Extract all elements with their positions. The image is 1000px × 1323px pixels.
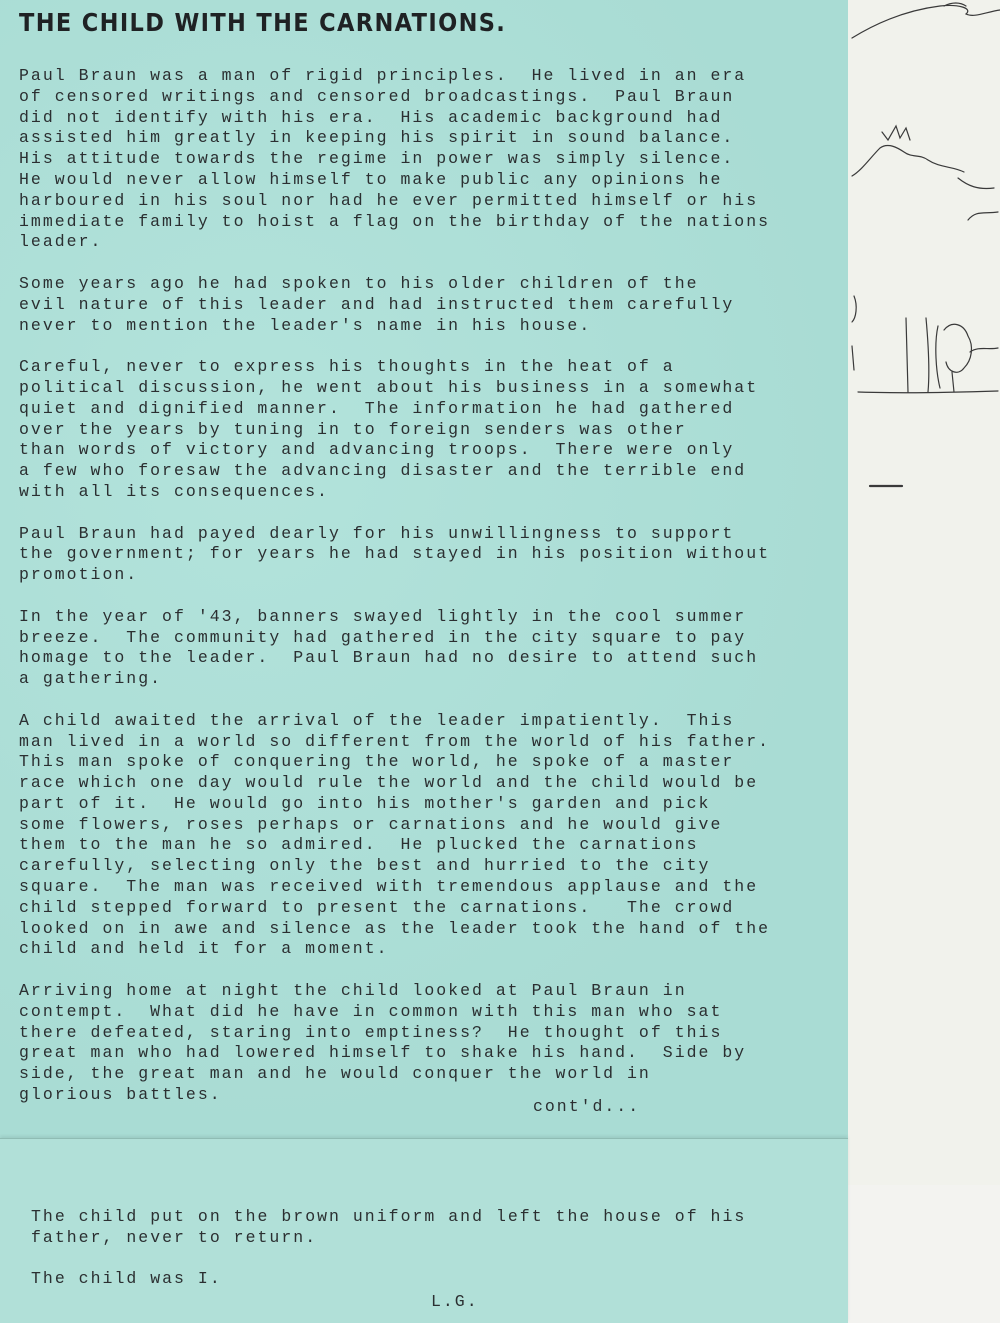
paragraph-4: Paul Braun had payed dearly for his unwillingness to support the government; for years he had stayed in his position without promotion. <box>19 523 771 585</box>
closing-paragraph-2: The child was I. <box>31 1269 222 1289</box>
paragraph-2: Some years ago he had spoken to his older children of the evil nature of this leader and had instructed them carefully never to mention the leader's name in his house. <box>19 273 735 335</box>
paragraph-3: Careful, never to express his thoughts in the heat of a political discussion, he went about his business in a somewhat quiet and dignified manner. The information he had gathered over the years by tuning in to foreign senders was other than words of victory and advancing troops. There were only a few who foresaw the advancing disaster and the terrible end with all its consequences. <box>19 357 759 501</box>
paragraph-7: Arriving home at night the child looked at Paul Braun in contempt. What did he have in common with this man who sat there defeated, staring into emptiness? He thought of this great man who had lowered himself to shake his hand. Side by side, the great man and he would conquer the world in glorious battles. <box>19 981 747 1105</box>
pencil-sketch-drawing <box>848 0 1000 520</box>
story-body <box>19 66 839 1127</box>
paragraph-5: In the year of '43, banners swayed lightly in the cool summer breeze. The community had gathered in the city square to pay homage to the leader. Paul Braun had no desire to attend such a gathering. <box>19 606 759 689</box>
story-title: THE CHILD WITH THE CARNATIONS. <box>19 8 507 37</box>
author-initials: L.G. <box>431 1292 479 1311</box>
closing-paragraph-1: The child put on the brown uniform and left the house of his father, never to return. <box>31 1207 747 1247</box>
continued-marker: cont'd... <box>533 1097 641 1116</box>
paragraph-1: Paul Braun was a man of rigid principles. He lived in an era of censored writings and censored broadcastings. Paul Braun did not identify with his era. His academic background had assisted him greatly in keeping his spirit in sound balance. His attitude towards the regime in power was simply silence. He would never allow himself to make public any opinions he harboured in his soul nor had he ever permitted himself or his immediate family to hoist a flag on the birthday of the nations leader. <box>19 66 771 252</box>
paragraph-6: A child awaited the arrival of the leader impatiently. This man lived in a world so different from the world of his father. This man spoke of conquering the world, he spoke of a master race which one day would rule the world and the child would be part of it. He would go into his mother's garden and pick some flowers, roses perhaps or carnations and he would give them to the man he so admired. He plucked the carnations carefully, selecting only the best and hurried to the city square. The man was received with tremendous applause and the child stepped forward to present the carnations. The crowd looked on in awe and silence as the leader took the hand of the child and held it for a moment. <box>19 710 771 959</box>
